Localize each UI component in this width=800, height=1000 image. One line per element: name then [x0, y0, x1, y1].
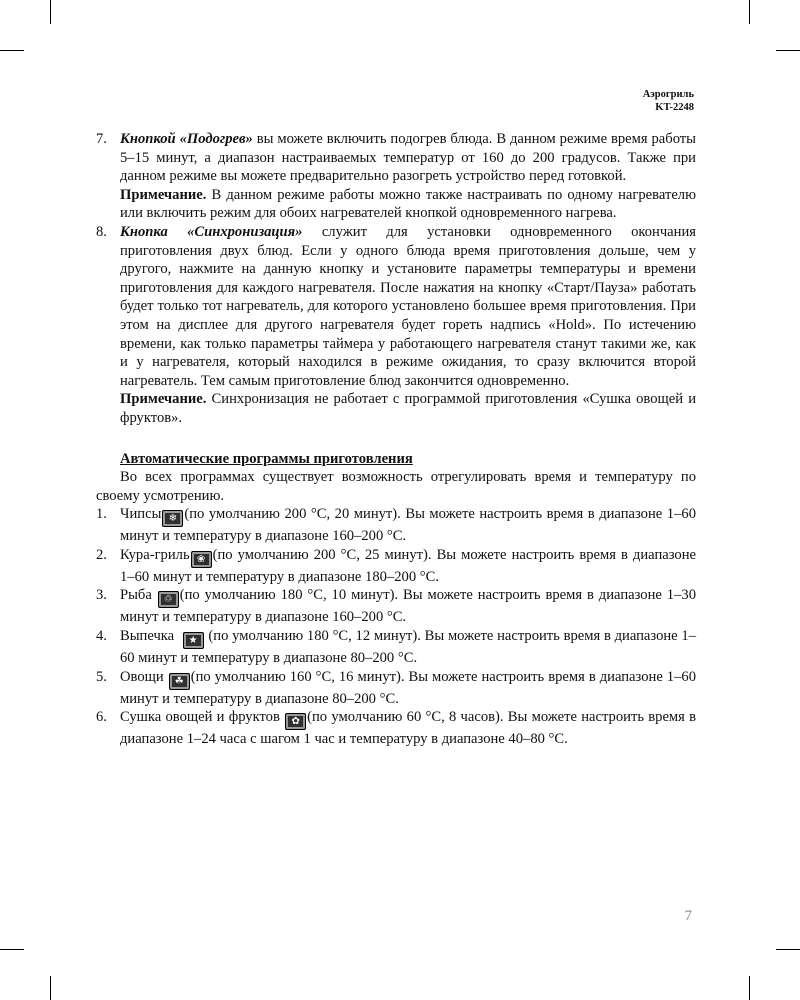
header-model: KT-2248 [655, 102, 694, 113]
program-name: Чипсы [120, 506, 162, 523]
program-text: (по умолчанию 200 °С, 20 минут). Вы можете настроить время в диапазоне 1–60 минут и температуру в диапазоне 160–200 °С. [120, 506, 696, 545]
baking-icon: ★ [183, 632, 204, 649]
note-text: Синхронизация не работает с программой приготовления «Сушка овощей и фруктов». [120, 391, 696, 426]
program-number: 3. [96, 587, 107, 604]
program-item-vegetables [96, 668, 696, 709]
running-header [643, 88, 694, 114]
header-product: Аэрогриль [642, 89, 694, 100]
list-item-sync [96, 223, 696, 428]
chicken-icon: ❀ [191, 551, 212, 568]
item-note [120, 186, 696, 223]
crop-mark [776, 50, 800, 51]
program-number: 5. [96, 668, 107, 685]
item-number: 8. [96, 223, 107, 240]
crop-mark [776, 949, 800, 950]
program-name: Кура-гриль [120, 546, 190, 563]
note-text: В данном режиме работы можно также настраивать по одному нагревателю или включить режим для обоих нагревателей кнопкой одновременного нагрева. [120, 186, 696, 222]
dry-fruit-icon: ✿ [285, 713, 306, 730]
list-item-heating [96, 130, 696, 223]
program-name: Рыба [120, 587, 152, 604]
page-number: 7 [684, 908, 692, 924]
program-text: (по умолчанию 160 °С, 16 минут). Вы можете настроить время в диапазоне 1–60 минут и температуру в диапазоне 80–200 °С. [120, 668, 696, 707]
program-number: 6. [96, 709, 107, 726]
item-body [120, 223, 696, 390]
program-number: 1. [96, 506, 107, 523]
vegetables-icon: ☘ [169, 673, 190, 690]
crop-mark [50, 0, 51, 24]
item-title: Кнопка «Синхронизация» [120, 223, 303, 240]
crop-mark [749, 0, 750, 24]
program-text: (по умолчанию 60 °С, 8 часов). Вы можете настроить время в диапазоне 1–24 часа с шагом 1 час и температуру в диапазоне 40–80 °С. [120, 709, 697, 748]
program-item-fish [96, 586, 696, 627]
program-item-drying [96, 708, 696, 749]
fries-icon: ❄ [162, 510, 183, 527]
program-item-baking [96, 627, 696, 668]
item-body [120, 130, 696, 186]
spacer [96, 428, 696, 450]
program-name: Овощи [120, 668, 164, 685]
section-intro: Во всех программах существует возможность отрегулировать время и температуру по своему усмотрению. [96, 469, 696, 504]
note-label: Примечание. [120, 391, 207, 408]
program-name: Выпечка [120, 628, 175, 645]
fish-icon: ♲ [158, 591, 179, 608]
item-title: Кнопкой «Подогрев» [120, 131, 253, 147]
program-text: (по умолчанию 200 °С, 25 минут). Вы можете настроить время в диапазоне 1–60 минут и температуру в диапазоне 180–200 °С. [120, 546, 696, 585]
program-name: Сушка овощей и фруктов [120, 709, 280, 726]
page-content [96, 130, 696, 749]
program-number: 4. [96, 628, 107, 645]
program-number: 2. [96, 546, 107, 563]
program-text: (по умолчанию 180 °С, 12 минут). Вы можете настроить время в диапазоне 1–60 минут и температуру в диапазоне 80–200 °С. [120, 628, 696, 667]
item-number: 7. [96, 131, 107, 147]
program-text: (по умолчанию 180 °С, 10 минут). Вы можете настроить время в диапазоне 1–30 минут и температуру в диапазоне 160–200 °С. [120, 587, 696, 626]
note-label: Примечание. [120, 186, 207, 203]
item-text: служит для установки одновременного окончания приготовления двух блюд. Если у одного блюда время приготовления дольше, чем у другого, нажмите на данную кнопку и установите параметры температуры и времени приготовления для каждого нагревателя. После нажатия на кнопку «Старт/Пауза» работать будет только тот нагреватель, для которого установлено большее время приготовления. При этом на дисплее для другого нагревателя будет гореть надпись «Hold». По истечению времени, как только параметры таймера у работающего нагревателя станут такими же, как и у нагревателя, который находился в режиме ожидания, то сразу включится второй нагреватель. Тем самым приготовление блюд закончится одновременно. [120, 223, 696, 389]
crop-mark [50, 976, 51, 1000]
item-note [120, 390, 696, 427]
crop-mark [0, 50, 24, 51]
crop-mark [749, 976, 750, 1000]
program-item-chips [96, 505, 696, 546]
program-item-chicken [96, 546, 696, 587]
crop-mark [0, 949, 24, 950]
section-heading: Автоматические программы приготовления [120, 450, 413, 467]
item-text: вы можете включить подогрев блюда. В данном режиме время работы 5–15 минут, а диапазон настраиваемых температур от 160 до 200 градусов. Также при данном режиме вы можете предварительно разогреть устройство перед готовкой. [120, 131, 696, 185]
